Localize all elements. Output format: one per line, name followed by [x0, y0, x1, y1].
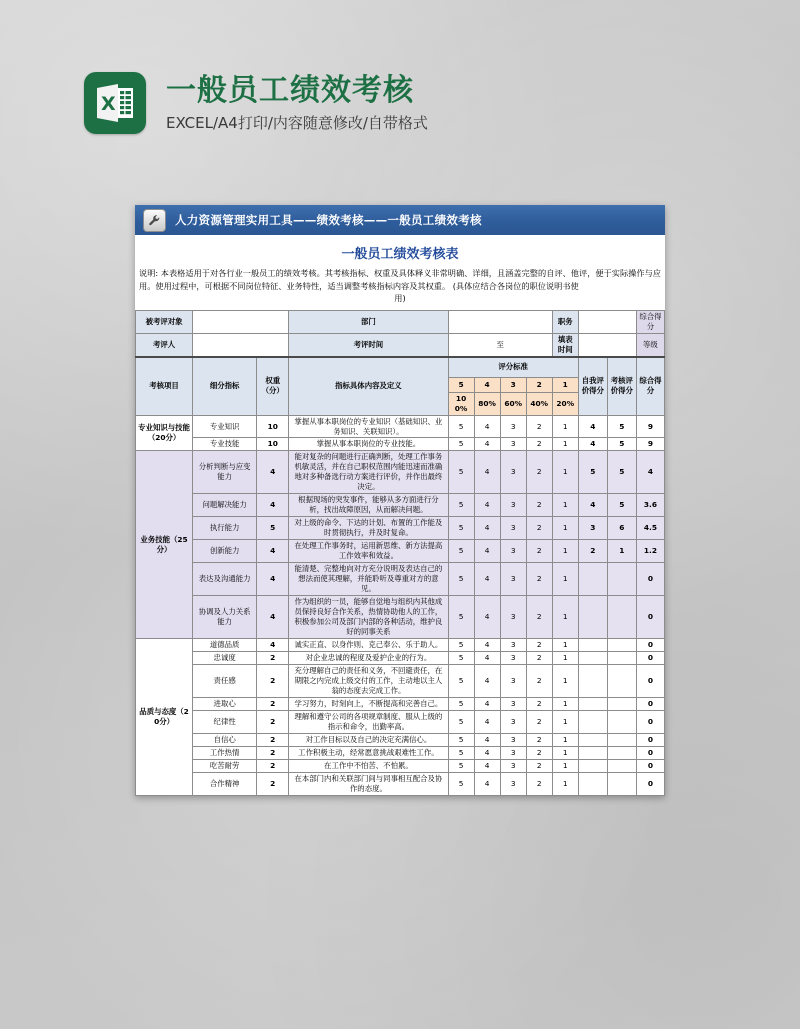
score-level-cell-3: 3: [500, 415, 526, 438]
col-header-weight: 权重（分）: [257, 357, 289, 415]
score-level-cell-2: 2: [526, 652, 552, 665]
score-percent-100: 100%: [448, 392, 474, 415]
score-percent-20: 20%: [552, 392, 578, 415]
score-level-cell-4: 4: [474, 773, 500, 796]
info-value-position[interactable]: [578, 311, 636, 334]
score-level-cell-2: 2: [526, 734, 552, 747]
self-score-value[interactable]: [578, 639, 607, 652]
score-level-cell-3: 3: [500, 494, 526, 517]
score-level-cell-5: 5: [448, 665, 474, 698]
group-label-2: 品质与态度（20分）: [136, 639, 193, 796]
table-row: [136, 773, 665, 796]
score-level-cell-2: 2: [526, 494, 552, 517]
sheet-note: [135, 267, 665, 310]
score-level-cell-1: 1: [552, 639, 578, 652]
score-level-cell-4: 4: [474, 639, 500, 652]
group-label-0: 专业知识与技能（20分）: [136, 415, 193, 451]
score-level-cell-5: 5: [448, 596, 474, 639]
score-level-cell-2: 2: [526, 698, 552, 711]
sheet-title: 一般员工绩效考核表: [135, 235, 665, 267]
review-score-value[interactable]: 5: [607, 438, 636, 451]
score-level-cell-5: 5: [448, 747, 474, 760]
score-level-cell-1: 1: [552, 652, 578, 665]
weight-value: 2: [257, 773, 289, 796]
score-level-cell-1: 1: [552, 563, 578, 596]
review-score-value[interactable]: [607, 711, 636, 734]
score-level-cell-2: 2: [526, 438, 552, 451]
total-score-value: 0: [636, 652, 664, 665]
score-level-cell-3: 3: [500, 517, 526, 540]
review-score-value[interactable]: [607, 596, 636, 639]
score-level-cell-3: 3: [500, 563, 526, 596]
total-score-value: 0: [636, 747, 664, 760]
table-row: [136, 438, 665, 451]
weight-value: 2: [257, 747, 289, 760]
indicator-definition: 根据现场的突发事件，能够从多方面进行分析，找出故障原因，从而解决问题。: [289, 494, 448, 517]
review-score-value[interactable]: 5: [607, 415, 636, 438]
score-level-cell-3: 3: [500, 438, 526, 451]
weight-value: 4: [257, 540, 289, 563]
total-score-value: 1.2: [636, 540, 664, 563]
info-label-fill-time: 填表时间: [552, 334, 578, 357]
weight-value: 10: [257, 438, 289, 451]
score-level-cell-3: 3: [500, 734, 526, 747]
score-level-cell-4: 4: [474, 438, 500, 451]
review-score-value[interactable]: 1: [607, 540, 636, 563]
score-percent-80: 80%: [474, 392, 500, 415]
total-score-value: 0: [636, 698, 664, 711]
col-header-review-score: 考核评价得分: [607, 357, 636, 415]
indicator-definition: 在处理工作事务时，运用新思维、新方法提高工作效率和效益。: [289, 540, 448, 563]
column-header-row-1: [136, 357, 665, 377]
score-level-cell-1: 1: [552, 540, 578, 563]
score-level-cell-4: 4: [474, 711, 500, 734]
score-level-cell-5: 5: [448, 639, 474, 652]
score-level-cell-4: 4: [474, 451, 500, 494]
sub-indicator-label: 协调及人力关系能力: [193, 596, 257, 639]
score-level-cell-3: 3: [500, 596, 526, 639]
sub-indicator-label: 道德品质: [193, 639, 257, 652]
info-label-subject: 被考评对象: [136, 311, 193, 334]
score-level-2: 2: [526, 377, 552, 392]
score-level-cell-5: 5: [448, 760, 474, 773]
info-row-2: [136, 334, 665, 357]
review-score-value[interactable]: [607, 665, 636, 698]
score-level-cell-1: 1: [552, 760, 578, 773]
sub-indicator-label: 问题解决能力: [193, 494, 257, 517]
score-percent-40: 40%: [526, 392, 552, 415]
indicator-definition: 作为组织的一员，能够自觉地与组织内其他成员保持良好合作关系，热情协助他人的工作，积极参加公司及部门内部的各种活动，维护良好的同事关系: [289, 596, 448, 639]
score-level-cell-4: 4: [474, 665, 500, 698]
sheet-note-line1: 说明: 本表格适用于对各行业一般员工的绩效考核。其考核指标、权重及具体释义非常明确、详细，且涵盖完整的自评、他评，便于实际操作与应用。使用过程中，可根据不同岗位特征、业务特性，适当调整考核指标内容及其权重。 (具体应结合各岗位的职位说明书使: [139, 268, 661, 291]
score-level-cell-4: 4: [474, 494, 500, 517]
table-row: [136, 517, 665, 540]
score-level-cell-1: 1: [552, 711, 578, 734]
table-row: [136, 415, 665, 438]
sub-indicator-label: 专业知识: [193, 415, 257, 438]
document-header-title: 人力资源管理实用工具——绩效考核——一般员工绩效考核: [175, 213, 482, 227]
sub-indicator-label: 忠诚度: [193, 652, 257, 665]
table-row: [136, 760, 665, 773]
score-level-cell-4: 4: [474, 652, 500, 665]
score-level-cell-3: 3: [500, 760, 526, 773]
score-level-cell-5: 5: [448, 494, 474, 517]
score-level-cell-1: 1: [552, 415, 578, 438]
appraisal-table: [135, 310, 665, 796]
review-score-value[interactable]: [607, 760, 636, 773]
total-score-value: 9: [636, 438, 664, 451]
score-level-cell-5: 5: [448, 540, 474, 563]
score-level-cell-4: 4: [474, 563, 500, 596]
score-level-cell-2: 2: [526, 517, 552, 540]
score-level-5: 5: [448, 377, 474, 392]
table-body: [136, 311, 665, 415]
info-label-total-score: 综合得分: [636, 311, 664, 334]
table-row: [136, 563, 665, 596]
score-level-cell-2: 2: [526, 596, 552, 639]
self-score-value[interactable]: [578, 596, 607, 639]
sub-indicator-label: 执行能力: [193, 517, 257, 540]
score-level-cell-5: 5: [448, 438, 474, 451]
score-level-3: 3: [500, 377, 526, 392]
weight-value: 2: [257, 711, 289, 734]
total-score-value: 0: [636, 665, 664, 698]
banner-subtitle: EXCEL/A4打印/内容随意修改/自带格式: [166, 114, 428, 133]
info-value-department[interactable]: [448, 311, 552, 334]
indicator-definition: 能清楚、完整地向对方充分说明及表达自己的想法而使其理解，并能聆听及尊重对方的意见。: [289, 563, 448, 596]
self-score-value[interactable]: 3: [578, 517, 607, 540]
review-score-value[interactable]: 6: [607, 517, 636, 540]
indicator-definition: 理解和遵守公司的各项规章制度、服从上级的指示和命令，出勤率高。: [289, 711, 448, 734]
table-row: [136, 698, 665, 711]
score-level-cell-5: 5: [448, 773, 474, 796]
score-level-cell-3: 3: [500, 747, 526, 760]
total-score-value: 0: [636, 760, 664, 773]
self-score-value[interactable]: 4: [578, 415, 607, 438]
score-level-cell-5: 5: [448, 563, 474, 596]
info-value-appraise-time[interactable]: 至: [448, 334, 552, 357]
indicator-definition: 工作积极主动，经常愿意挑战艰难性工作。: [289, 747, 448, 760]
info-label-grade: 等级: [636, 334, 664, 357]
score-level-cell-1: 1: [552, 734, 578, 747]
weight-value: 4: [257, 451, 289, 494]
weight-value: 10: [257, 415, 289, 438]
score-level-cell-1: 1: [552, 596, 578, 639]
review-score-value[interactable]: 5: [607, 494, 636, 517]
excel-file-icon: [84, 72, 146, 134]
info-label-department: 部门: [289, 311, 448, 334]
score-level-cell-4: 4: [474, 760, 500, 773]
sub-indicator-label: 吃苦耐劳: [193, 760, 257, 773]
score-level-1: 1: [552, 377, 578, 392]
total-score-value: 4.5: [636, 517, 664, 540]
review-score-value[interactable]: [607, 698, 636, 711]
review-score-value[interactable]: [607, 639, 636, 652]
total-score-value: 0: [636, 596, 664, 639]
score-level-cell-3: 3: [500, 711, 526, 734]
self-score-value[interactable]: [578, 665, 607, 698]
indicator-definition: 对企业忠诚的程度及爱护企业的行为。: [289, 652, 448, 665]
group-rows-body: [136, 415, 665, 795]
col-header-score-standard: 评分标准: [448, 357, 578, 377]
score-level-4: 4: [474, 377, 500, 392]
sub-indicator-label: 专业技能: [193, 438, 257, 451]
weight-value: 4: [257, 494, 289, 517]
self-score-value[interactable]: [578, 734, 607, 747]
score-level-cell-4: 4: [474, 540, 500, 563]
sheet-note-line2: 用): [394, 293, 406, 304]
review-score-value[interactable]: [607, 563, 636, 596]
info-row-1: [136, 311, 665, 334]
score-level-cell-1: 1: [552, 773, 578, 796]
total-score-value: 9: [636, 415, 664, 438]
self-score-value[interactable]: [578, 747, 607, 760]
total-score-value: 0: [636, 773, 664, 796]
table-row: [136, 665, 665, 698]
review-score-value[interactable]: 5: [607, 451, 636, 494]
review-score-value[interactable]: [607, 652, 636, 665]
weight-value: 2: [257, 652, 289, 665]
score-level-cell-3: 3: [500, 773, 526, 796]
sub-indicator-label: 创新能力: [193, 540, 257, 563]
table-row: [136, 596, 665, 639]
weight-value: 4: [257, 563, 289, 596]
document-body: [135, 235, 665, 796]
self-score-value[interactable]: [578, 698, 607, 711]
indicator-definition: 学习努力，时刻向上，不断提高和完善自己。: [289, 698, 448, 711]
col-header-self-score: 自我评价得分: [578, 357, 607, 415]
score-level-cell-1: 1: [552, 747, 578, 760]
review-score-value[interactable]: [607, 747, 636, 760]
col-header-item: 考核项目: [136, 357, 193, 415]
sub-indicator-label: 自信心: [193, 734, 257, 747]
sub-indicator-label: 工作热情: [193, 747, 257, 760]
table-row: [136, 652, 665, 665]
indicator-definition: 掌握从事本职岗位的专业知识（基础知识、业务知识、关联知识）。: [289, 415, 448, 438]
total-score-value: 0: [636, 639, 664, 652]
weight-value: 5: [257, 517, 289, 540]
score-level-cell-3: 3: [500, 665, 526, 698]
score-level-cell-1: 1: [552, 451, 578, 494]
self-score-value[interactable]: [578, 711, 607, 734]
score-level-cell-5: 5: [448, 711, 474, 734]
col-header-sub-item: 细分指标: [193, 357, 257, 415]
weight-value: 4: [257, 596, 289, 639]
self-score-value[interactable]: 4: [578, 438, 607, 451]
table-row: [136, 734, 665, 747]
total-score-value: 0: [636, 734, 664, 747]
document-preview: [135, 205, 665, 796]
sub-indicator-label: 表达及沟通能力: [193, 563, 257, 596]
score-level-cell-4: 4: [474, 415, 500, 438]
score-level-cell-2: 2: [526, 665, 552, 698]
banner-title: 一般员工绩效考核: [166, 72, 414, 108]
sub-indicator-label: 分析判断与应变能力: [193, 451, 257, 494]
self-score-value[interactable]: 2: [578, 540, 607, 563]
score-level-cell-4: 4: [474, 747, 500, 760]
document-header-bar: [135, 205, 665, 235]
self-score-value[interactable]: 5: [578, 451, 607, 494]
sub-indicator-label: 合作精神: [193, 773, 257, 796]
table-row: [136, 711, 665, 734]
score-percent-60: 60%: [500, 392, 526, 415]
self-score-value[interactable]: [578, 652, 607, 665]
info-value-appraiser[interactable]: [193, 334, 289, 357]
svg-text:X: X: [101, 93, 116, 115]
score-level-cell-3: 3: [500, 451, 526, 494]
info-label-appraiser: 考评人: [136, 334, 193, 357]
table-row: [136, 451, 665, 494]
score-level-cell-3: 3: [500, 652, 526, 665]
score-level-cell-2: 2: [526, 540, 552, 563]
score-level-cell-4: 4: [474, 596, 500, 639]
indicator-definition: 诚实正直、以身作则、克己奉公、乐于助人。: [289, 639, 448, 652]
score-level-cell-4: 4: [474, 734, 500, 747]
score-level-cell-2: 2: [526, 760, 552, 773]
sub-indicator-label: 纪律性: [193, 711, 257, 734]
score-level-cell-2: 2: [526, 711, 552, 734]
score-level-cell-5: 5: [448, 734, 474, 747]
indicator-definition: 在本部门内和关联部门间与同事相互配合及协作的态度。: [289, 773, 448, 796]
score-level-cell-5: 5: [448, 698, 474, 711]
score-level-cell-2: 2: [526, 773, 552, 796]
score-level-cell-3: 3: [500, 639, 526, 652]
indicator-definition: 在工作中不怕苦、不怕累。: [289, 760, 448, 773]
info-value-subject[interactable]: [193, 311, 289, 334]
score-level-cell-5: 5: [448, 415, 474, 438]
info-label-appraise-time: 考评时间: [289, 334, 448, 357]
table-row: [136, 639, 665, 652]
col-header-definition: 指标具体内容及定义: [289, 357, 448, 415]
weight-value: 2: [257, 665, 289, 698]
weight-value: 2: [257, 698, 289, 711]
score-level-cell-5: 5: [448, 451, 474, 494]
score-level-cell-2: 2: [526, 639, 552, 652]
weight-value: 2: [257, 760, 289, 773]
total-score-value: 0: [636, 711, 664, 734]
score-level-cell-1: 1: [552, 517, 578, 540]
score-level-cell-2: 2: [526, 415, 552, 438]
group-label-1: 业务技能（25分）: [136, 451, 193, 639]
table-row: [136, 540, 665, 563]
score-level-cell-4: 4: [474, 517, 500, 540]
product-banner: [84, 72, 428, 134]
sub-indicator-label: 进取心: [193, 698, 257, 711]
score-level-cell-4: 4: [474, 698, 500, 711]
score-level-cell-1: 1: [552, 698, 578, 711]
sub-indicator-label: 责任感: [193, 665, 257, 698]
score-level-cell-2: 2: [526, 747, 552, 760]
total-score-value: 4: [636, 451, 664, 494]
wrench-icon: [143, 209, 166, 232]
total-score-value: 0: [636, 563, 664, 596]
table-row: [136, 494, 665, 517]
indicator-definition: 能对复杂的问题进行正确判断，处理工作事务机敏灵活，并在自己职权范围内能迅速而准确地对多种备选行动方案进行评价，并作出最终决定。: [289, 451, 448, 494]
score-level-cell-2: 2: [526, 451, 552, 494]
info-value-fill-time[interactable]: [578, 334, 636, 357]
score-level-cell-5: 5: [448, 517, 474, 540]
score-level-cell-3: 3: [500, 540, 526, 563]
self-score-value[interactable]: [578, 773, 607, 796]
indicator-definition: 对上级的命令、下达的计划、布置的工作能及时贯彻执行，并及时复命。: [289, 517, 448, 540]
table-row: [136, 747, 665, 760]
score-level-cell-1: 1: [552, 665, 578, 698]
weight-value: 4: [257, 639, 289, 652]
indicator-definition: 充分理解自己的责任和义务，不回避责任，在期限之内完成上级交付的工作，主动地以主人翁的态度去完成工作。: [289, 665, 448, 698]
self-score-value[interactable]: [578, 760, 607, 773]
score-level-cell-3: 3: [500, 698, 526, 711]
info-label-position: 职务: [552, 311, 578, 334]
score-level-cell-1: 1: [552, 438, 578, 451]
self-score-value[interactable]: [578, 563, 607, 596]
indicator-definition: 对工作目标以及自己的决定充满信心。: [289, 734, 448, 747]
review-score-value[interactable]: [607, 773, 636, 796]
indicator-definition: 掌握从事本职岗位的专业技能。: [289, 438, 448, 451]
total-score-value: 3.6: [636, 494, 664, 517]
weight-value: 2: [257, 734, 289, 747]
self-score-value[interactable]: 4: [578, 494, 607, 517]
col-header-total-score: 综合得分: [636, 357, 664, 415]
score-level-cell-1: 1: [552, 494, 578, 517]
score-level-cell-5: 5: [448, 652, 474, 665]
score-level-cell-2: 2: [526, 563, 552, 596]
review-score-value[interactable]: [607, 734, 636, 747]
